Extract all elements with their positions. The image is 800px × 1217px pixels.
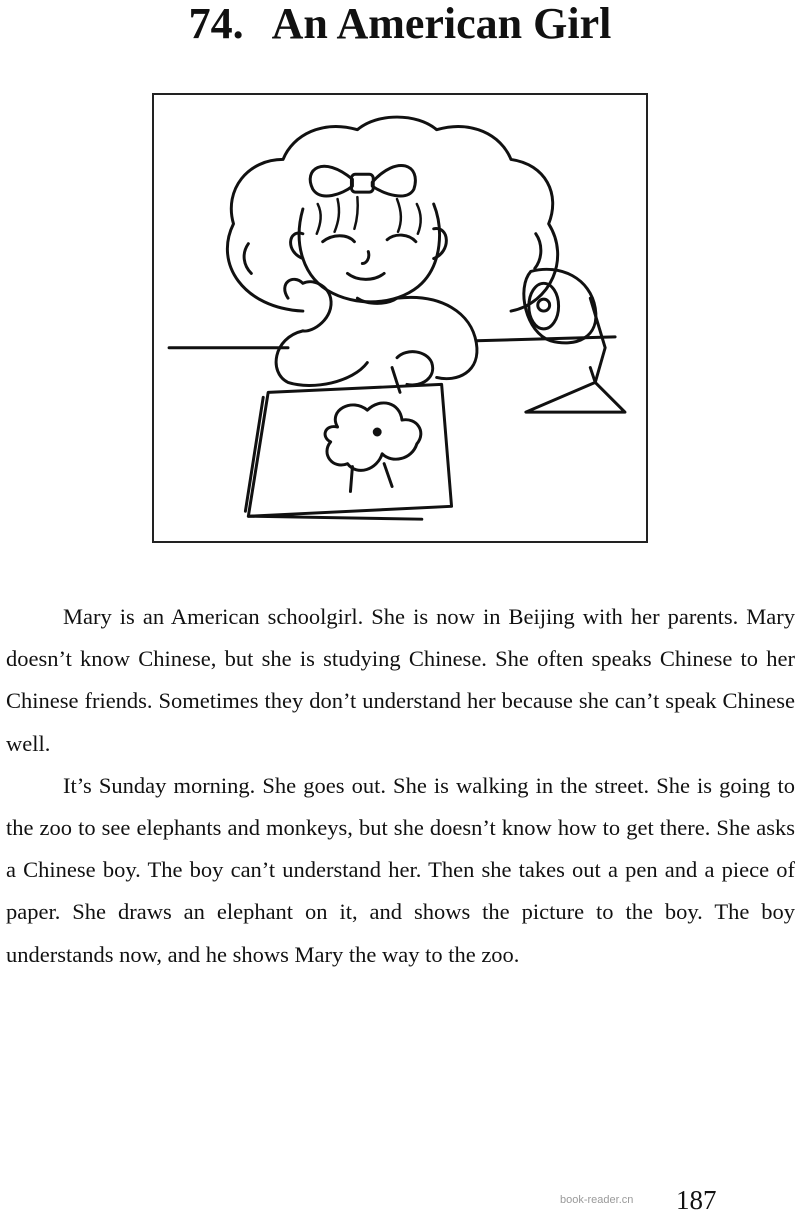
story-text xyxy=(6,596,795,976)
page-number: 187 xyxy=(676,1185,717,1215)
lesson-number: 74. xyxy=(188,0,244,48)
lesson-title: An American Girl xyxy=(271,0,612,48)
hair-outline xyxy=(227,117,557,311)
story-paragraph-2: It’s Sunday morning. She goes out. She is walking in the street. She is going to the zoo to see elephants and monkeys, but she doesn’t know how to get there. She asks a Chinese boy. The boy can’t understand her. Then she takes out a pen and a piece of paper. She draws an elephant on it, and shows the picture to the boy. The boy understands now, and he shows Mary the way to the zoo. xyxy=(6,772,795,967)
watermark: book-reader.cn xyxy=(560,1194,634,1206)
hand xyxy=(285,279,331,331)
elephant-drawing xyxy=(325,403,421,470)
story-paragraph-1: Mary is an American schoolgirl. She is now in Beijing with her parents. Mary doesn’t know Chinese, but she is studying Chinese. She often speaks Chinese to her Chinese friends. Sometimes they don’t understand her because she can’t speak Chinese well. xyxy=(6,604,795,756)
page-title xyxy=(0,0,800,48)
bow xyxy=(310,166,352,196)
girl-drawing-illustration xyxy=(152,93,648,543)
